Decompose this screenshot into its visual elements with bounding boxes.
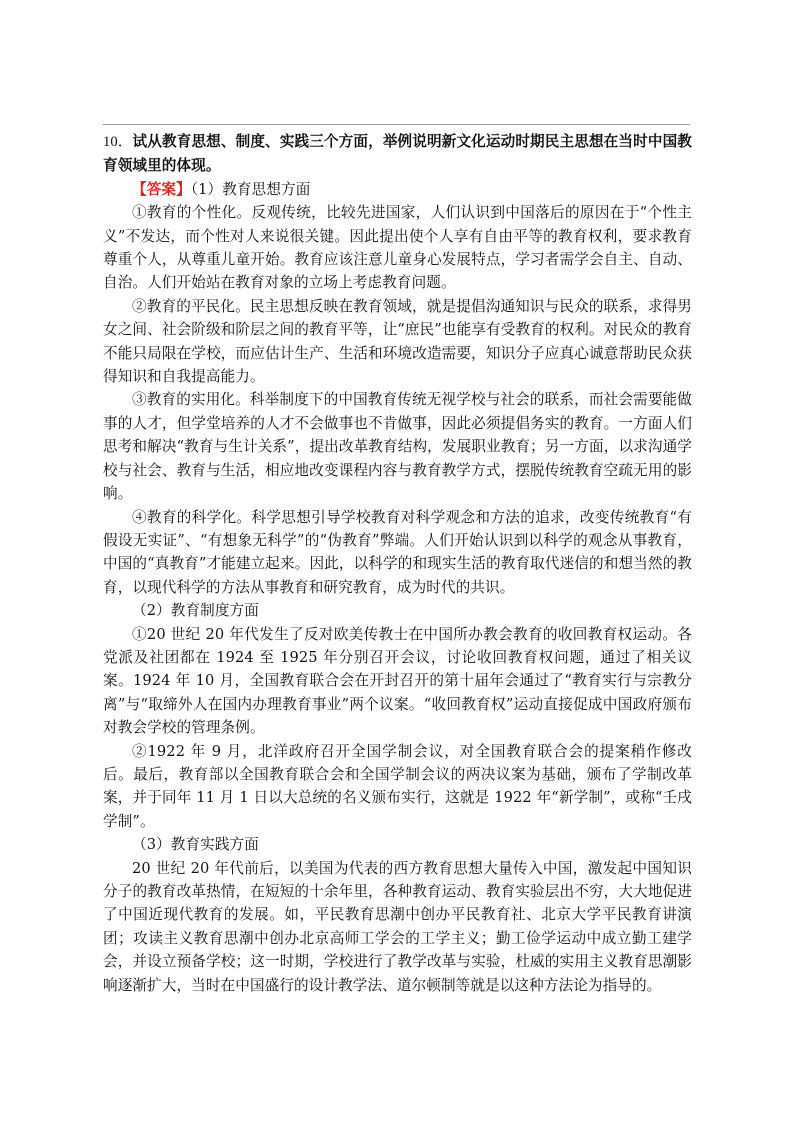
question-text: 试从教育思想、制度、实践三个方面，举例说明新文化运动时期民主思想在当时中国教育领域里的体现。 — [103, 133, 692, 175]
section1-paragraph-4: ④教育的科学化。科学思想引导学校教育对科学观念和方法的追求，改变传统教育“有假设无实证”、“有想象无科学”的“伪教育”弊端。人们开始认识到以科学的观念从事教育，中国的“真教育”才能建立起来。因此，以科学的和现实生活的教育取代迷信的和想当然的教育，以现代科学的方法从事教育和研究教育，成为时代的共识。 — [103, 508, 692, 596]
answer-label: 【答案】 — [132, 180, 191, 198]
document-body — [103, 130, 692, 997]
section2-heading: （2）教育制度方面 — [132, 602, 259, 620]
section2-paragraph-1: ①20 世纪 20 年代发生了反对欧美传教士在中国所办教会教育的收回教育权运动。各党派及社团都在 1924 至 1925 年分别召开会议，讨论收回教育权问题，通过了相关议案。1924 年 10 月，全国教育联合会在开封召开的第十届年会通过了“教育实行与宗教分离”与“取缔外人在国内办理教育事业”两个议案。“收回教育权”运动直接促成中国政府颁布对教会学校的管理条例。 — [103, 625, 692, 737]
question-number: 10． — [103, 134, 133, 150]
section3-heading: （3）教育实践方面 — [132, 836, 259, 854]
question-paragraph — [103, 130, 692, 178]
section1-paragraph-2: ②教育的平民化。民主思想反映在教育领域，就是提倡沟通知识与民众的联系，求得男女之间、社会阶级和阶层之间的教育平等，让“庶民”也能享有受教育的权利。对民众的教育不能只局限在学校，而应估计生产、生活和环境改造需要，知识分子应真心诚意帮助民众获得知识和自我提高能力。 — [103, 297, 692, 386]
section1-heading: （1）教育思想方面 — [190, 180, 311, 198]
section3-paragraph-1: 20 世纪 20 年代前后，以美国为代表的西方教育思想大量传入中国，激发起中国知识分子的教育改革热情，在短短的十余年里，各种教育运动、教育实验层出不穷，大大地促进了中国近现代教育的发展。如，平民教育思潮中创办平民教育社、北京大学平民教育讲演团；攻读主义教育思潮中创办北京高师工学会的工学主义；勤工俭学运动中成立勤工建学会，并设立预备学校；这一时期，学校进行了教学改革与实验，杜威的实用主义教育思潮影响逐渐扩大，当时在中国盛行的设计教学法、道尔顿制等就是以这种方法论为指导的。 — [103, 859, 692, 994]
header-rule — [103, 124, 690, 125]
answer-heading — [103, 178, 692, 201]
section1-paragraph-3: ③教育的实用化。科举制度下的中国教育传统无视学校与社会的联系，而社会需要能做事的人才，但学堂培养的人才不会做事也不肯做事，因此必须提倡务实的教育。一方面人们思考和解决“教育与生计关系”，提出改革教育结构，发展职业教育；另一方面，以求沟通学校与社会、教育与生活，相应地改变课程内容与教育教学方式，摆脱传统教育空疏无用的影响。 — [103, 391, 692, 503]
section1-paragraph-1: ①教育的个性化。反观传统，比较先进国家，人们认识到中国落后的原因在于“个性主义”不发达，而个性对人来说很关键。因此提出使个人享有自由平等的教育权利，要求教育尊重个人，从尊重儿童开始。教育应该注意儿童身心发展特点，学习者需学会自主、自动、自治。人们开始站在教育对象的立场上考虑教育问题。 — [103, 204, 692, 292]
section2-paragraph-2: ②1922 年 9 月，北洋政府召开全国学制会议，对全国教育联合会的提案稍作修改后。最后，教育部以全国教育联合会和全国学制会议的两决议案为基础，颁布了学制改革案，并于同年 11 月 1 日以大总统的名义颁布实行，这就是 1922 年“新学制”，或称“壬戌学制”。 — [103, 742, 692, 830]
